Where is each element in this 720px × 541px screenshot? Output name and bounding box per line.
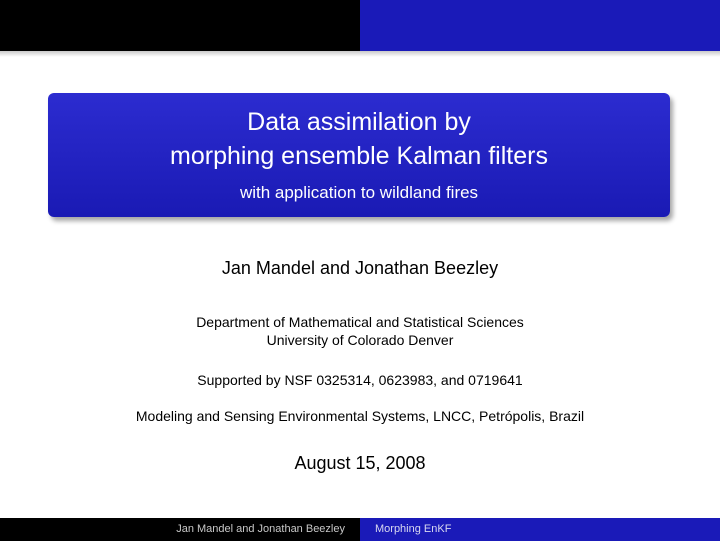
subtitle: with application to wildland fires	[239, 183, 479, 202]
header-shadow	[0, 51, 720, 57]
footer-right-panel	[360, 518, 720, 541]
header-left-panel	[0, 0, 360, 51]
footer-short-title: Morphing EnKF	[375, 523, 452, 535]
header-right-panel	[360, 0, 720, 51]
title-line-1: Data assimilation by	[247, 108, 471, 136]
university: University of Colorado Denver	[266, 332, 454, 348]
title-line-2: morphing ensemble Kalman filters	[170, 142, 548, 170]
title-block	[48, 93, 670, 217]
funding-note: Supported by NSF 0325314, 0623983, and 0719641	[197, 372, 523, 388]
event-name: Modeling and Sensing Environmental Systems, LNCC, Petrópolis, Brazil	[135, 408, 585, 424]
footer-authors: Jan Mandel and Jonathan Beezley	[176, 523, 345, 535]
footer-bar	[0, 518, 720, 541]
department: Department of Mathematical and Statistical Sciences	[196, 314, 524, 330]
authors: Jan Mandel and Jonathan Beezley	[221, 258, 499, 278]
presentation-date: August 15, 2008	[294, 453, 426, 473]
header-bar	[0, 0, 720, 51]
footer-left-panel	[0, 518, 360, 541]
